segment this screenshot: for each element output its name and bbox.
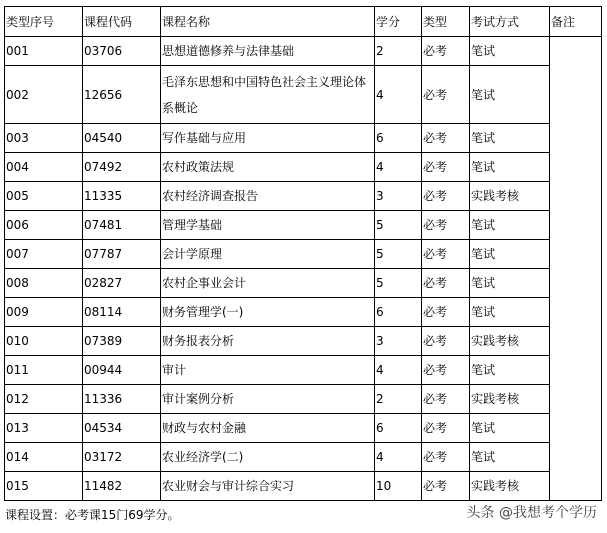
- cell-type: 必考: [422, 385, 470, 414]
- cell-credit: 6: [375, 414, 422, 443]
- header-course-code: 课程代码: [83, 7, 161, 37]
- cell-exam: 笔试: [470, 153, 550, 182]
- cell-no: 002: [5, 66, 83, 124]
- cell-no: 010: [5, 327, 83, 356]
- cell-credit: 4: [375, 66, 422, 124]
- cell-name: 审计案例分析: [161, 385, 375, 414]
- cell-exam: 实践考核: [470, 327, 550, 356]
- cell-no: 001: [5, 37, 83, 66]
- cell-exam: 笔试: [470, 298, 550, 327]
- table-row: [5, 385, 602, 414]
- cell-exam: 笔试: [470, 443, 550, 472]
- cell-type: 必考: [422, 211, 470, 240]
- cell-credit: 5: [375, 269, 422, 298]
- cell-no: 009: [5, 298, 83, 327]
- cell-exam: 笔试: [470, 211, 550, 240]
- cell-name: 财政与农村金融: [161, 414, 375, 443]
- cell-code: 04540: [83, 124, 161, 153]
- cell-no: 007: [5, 240, 83, 269]
- cell-code: 03172: [83, 443, 161, 472]
- cell-exam: 笔试: [470, 66, 550, 124]
- course-table: [4, 6, 602, 501]
- cell-code: 11482: [83, 472, 161, 501]
- cell-exam: 笔试: [470, 37, 550, 66]
- table-row: [5, 298, 602, 327]
- cell-no: 011: [5, 356, 83, 385]
- cell-type: 必考: [422, 153, 470, 182]
- cell-no: 014: [5, 443, 83, 472]
- table-row: [5, 182, 602, 211]
- cell-type: 必考: [422, 240, 470, 269]
- table-row: [5, 124, 602, 153]
- cell-code: 04534: [83, 414, 161, 443]
- cell-type: 必考: [422, 327, 470, 356]
- cell-code: 11336: [83, 385, 161, 414]
- cell-no: 003: [5, 124, 83, 153]
- cell-exam: 笔试: [470, 269, 550, 298]
- cell-credit: 3: [375, 327, 422, 356]
- cell-name: 财务报表分析: [161, 327, 375, 356]
- cell-credit: 2: [375, 37, 422, 66]
- cell-code: 08114: [83, 298, 161, 327]
- cell-code: 07787: [83, 240, 161, 269]
- cell-name: 农村企事业会计: [161, 269, 375, 298]
- cell-type: 必考: [422, 443, 470, 472]
- cell-name: 思想道德修养与法律基础: [161, 37, 375, 66]
- cell-type: 必考: [422, 66, 470, 124]
- table-row: [5, 153, 602, 182]
- cell-exam: 笔试: [470, 414, 550, 443]
- cell-credit: 4: [375, 356, 422, 385]
- cell-credit: 5: [375, 240, 422, 269]
- header-remarks: 备注: [550, 7, 602, 37]
- cell-type: 必考: [422, 414, 470, 443]
- cell-code: 07389: [83, 327, 161, 356]
- cell-name: 农村经济调查报告: [161, 182, 375, 211]
- cell-code: 02827: [83, 269, 161, 298]
- remarks-cell: [550, 37, 602, 501]
- cell-name: 毛泽东思想和中国特色社会主义理论体系概论: [161, 66, 375, 124]
- cell-credit: 4: [375, 443, 422, 472]
- cell-name: 写作基础与应用: [161, 124, 375, 153]
- header-type: 类型: [422, 7, 470, 37]
- table-row: [5, 472, 602, 501]
- cell-credit: 6: [375, 124, 422, 153]
- cell-name: 管理学基础: [161, 211, 375, 240]
- cell-exam: 实践考核: [470, 472, 550, 501]
- cell-name: 审计: [161, 356, 375, 385]
- table-header-row: [5, 7, 602, 37]
- cell-exam: 实践考核: [470, 182, 550, 211]
- cell-exam: 笔试: [470, 356, 550, 385]
- table-row: [5, 269, 602, 298]
- cell-type: 必考: [422, 472, 470, 501]
- cell-no: 008: [5, 269, 83, 298]
- cell-code: 07481: [83, 211, 161, 240]
- course-settings-note: 课程设置：必考课15门69学分。: [5, 508, 180, 522]
- cell-code: 03706: [83, 37, 161, 66]
- cell-no: 006: [5, 211, 83, 240]
- cell-code: 00944: [83, 356, 161, 385]
- cell-no: 013: [5, 414, 83, 443]
- table-row: [5, 66, 602, 124]
- cell-name: 会计学原理: [161, 240, 375, 269]
- cell-type: 必考: [422, 182, 470, 211]
- table-row: [5, 211, 602, 240]
- table-row: [5, 327, 602, 356]
- cell-type: 必考: [422, 269, 470, 298]
- cell-type: 必考: [422, 298, 470, 327]
- table-row: [5, 443, 602, 472]
- cell-credit: 10: [375, 472, 422, 501]
- header-exam-method: 考试方式: [470, 7, 550, 37]
- table-row: [5, 414, 602, 443]
- cell-exam: 笔试: [470, 124, 550, 153]
- cell-name: 农业财会与审计综合实习: [161, 472, 375, 501]
- cell-type: 必考: [422, 37, 470, 66]
- cell-code: 11335: [83, 182, 161, 211]
- table-row: [5, 356, 602, 385]
- cell-credit: 3: [375, 182, 422, 211]
- cell-exam: 笔试: [470, 240, 550, 269]
- cell-credit: 5: [375, 211, 422, 240]
- header-type-no: 类型序号: [5, 7, 83, 37]
- cell-exam: 实践考核: [470, 385, 550, 414]
- cell-no: 012: [5, 385, 83, 414]
- table-row: [5, 240, 602, 269]
- header-credit: 学分: [375, 7, 422, 37]
- cell-credit: 4: [375, 153, 422, 182]
- table-row: [5, 37, 602, 66]
- cell-code: 12656: [83, 66, 161, 124]
- cell-no: 005: [5, 182, 83, 211]
- header-course-name: 课程名称: [161, 7, 375, 37]
- cell-name: 财务管理学(一): [161, 298, 375, 327]
- cell-type: 必考: [422, 124, 470, 153]
- cell-name: 农村政策法规: [161, 153, 375, 182]
- cell-type: 必考: [422, 356, 470, 385]
- cell-no: 004: [5, 153, 83, 182]
- cell-credit: 2: [375, 385, 422, 414]
- cell-code: 07492: [83, 153, 161, 182]
- watermark: 头条 @我想考个学历: [466, 505, 597, 521]
- cell-name: 农业经济学(二): [161, 443, 375, 472]
- cell-credit: 6: [375, 298, 422, 327]
- cell-no: 015: [5, 472, 83, 501]
